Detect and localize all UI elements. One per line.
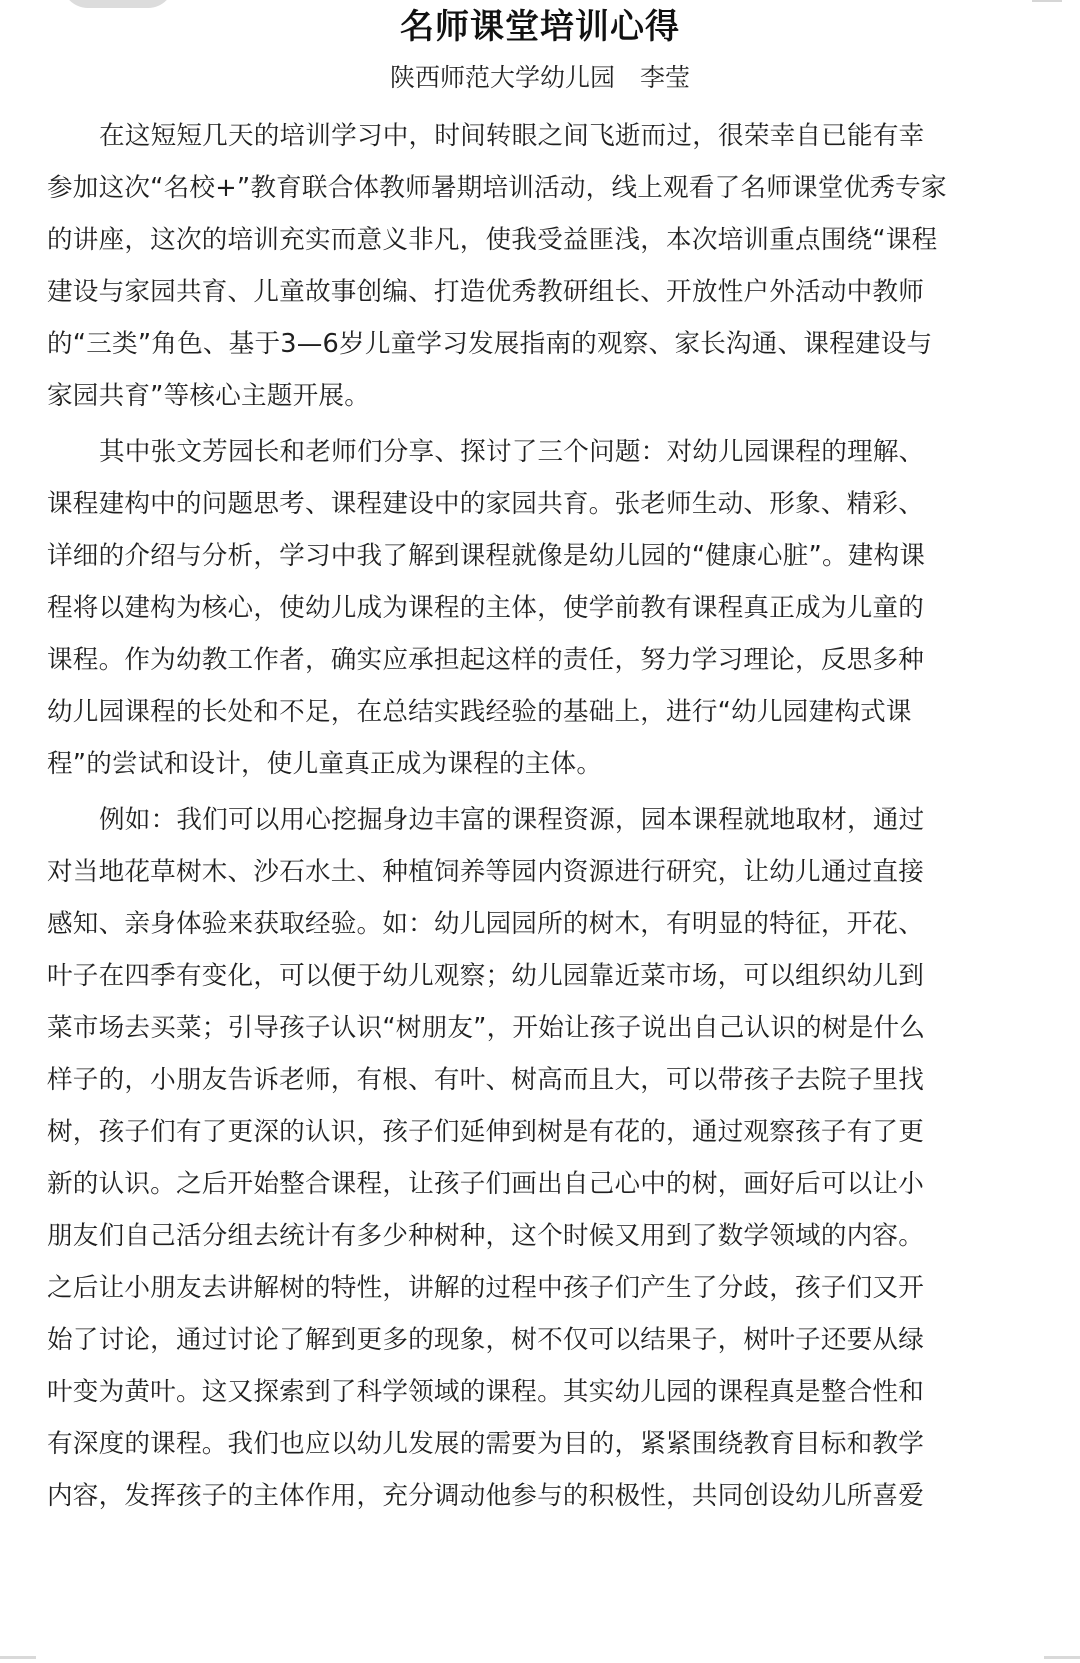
text-line: 课程建构中的问题思考、课程建设中的家园共育。张老师生动、形象、精彩、 xyxy=(47,489,924,519)
text-line: 幼儿园课程的长处和不足，在总结实践经验的基础上，进行“幼儿园建构式课 xyxy=(47,697,912,727)
text-line: 详细的介绍与分析，学习中我了解到课程就像是幼儿园的“健康心脏”。建构课 xyxy=(47,541,926,571)
text-line: 朋友们自己活分组去统计有多少种树种，这个时候又用到了数学领域的内容。 xyxy=(47,1221,924,1251)
text-line: 有深度的课程。我们也应以幼儿发展的需要为目的，紧紧围绕教育目标和教学 xyxy=(47,1429,924,1459)
text-line: 的讲座，这次的培训充实而意义非凡，使我受益匪浅，本次培训重点围绕“课程 xyxy=(47,225,938,255)
paragraph-1 xyxy=(47,110,1025,422)
text-line: 始了讨论，通过讨论了解到更多的现象，树不仅可以结果子，树叶子还要从绿 xyxy=(47,1325,924,1355)
text-line: 感知、亲身体验来获取经验。如：幼儿园园所的树木，有明显的特征，开花、 xyxy=(47,909,924,939)
paragraph-3 xyxy=(47,794,1025,1522)
text-line: 树，孩子们有了更深的认识，孩子们延伸到树是有花的，通过观察孩子有了更 xyxy=(47,1117,924,1147)
text-line: 其中张文芳园长和老师们分享、探讨了三个问题：对幼儿园课程的理解、 xyxy=(99,437,925,467)
text-line: 参加这次“名校+”教育联合体教师暑期培训活动，线上观看了名师课堂优秀专家 xyxy=(47,173,947,203)
document-title: 名师课堂培训心得 xyxy=(400,7,680,47)
text-line: 例如：我们可以用心挖掘身边丰富的课程资源，园本课程就地取材，通过 xyxy=(99,805,925,835)
document-body xyxy=(47,110,1025,1526)
text-line: 叶子在四季有变化，可以便于幼儿观察；幼儿园靠近菜市场，可以组织幼儿到 xyxy=(47,961,924,991)
text-line: 叶变为黄叶。这又探索到了科学领域的课程。其实幼儿园的课程真是整合性和 xyxy=(47,1377,924,1407)
paragraph-2 xyxy=(47,426,1025,790)
text-line: 在这短短几天的培训学习中，时间转眼之间飞逝而过，很荣幸自已能有幸 xyxy=(99,121,925,151)
text-line: 课程。作为幼教工作者，确实应承担起这样的责任，努力学习理论，反思多种 xyxy=(47,645,924,675)
text-line: 菜市场去买菜；引导孩子认识“树朋友”，开始让孩子说出自己认识的树是什么 xyxy=(47,1013,926,1043)
text-line: 的“三类”角色、基于3—6岁儿童学习发展指南的观察、家长沟通、课程建设与 xyxy=(47,329,933,359)
text-line: 样子的，小朋友告诉老师，有根、有叶、树高而且大，可以带孩子去院子里找 xyxy=(47,1065,924,1095)
bottom-right-edge-mark xyxy=(1044,1656,1080,1659)
bottom-left-edge-mark xyxy=(0,1656,36,1659)
author-byline: 陕西师范大学幼儿园 李莹 xyxy=(389,63,690,92)
text-line: 建设与家园共育、儿童故事创编、打造优秀教研组长、开放性户外活动中教师 xyxy=(47,277,924,307)
text-line: 家园共育”等核心主题开展。 xyxy=(47,381,370,411)
text-line: 对当地花草树木、沙石水土、种植饲养等园内资源进行研究，让幼儿通过直接 xyxy=(47,857,924,887)
text-line: 内容，发挥孩子的主体作用，充分调动他参与的积极性，共同创设幼儿所喜爱 xyxy=(47,1481,924,1511)
text-line: 程”的尝试和设计，使儿童真正成为课程的主体。 xyxy=(47,749,603,779)
text-line: 之后让小朋友去讲解树的特性，讲解的过程中孩子们产生了分歧，孩子们又开 xyxy=(47,1273,924,1303)
text-line: 程将以建构为核心，使幼儿成为课程的主体，使学前教有课程真正成为儿童的 xyxy=(47,593,924,623)
text-line: 新的认识。之后开始整合课程，让孩子们画出自己心中的树，画好后可以让小 xyxy=(47,1169,924,1199)
